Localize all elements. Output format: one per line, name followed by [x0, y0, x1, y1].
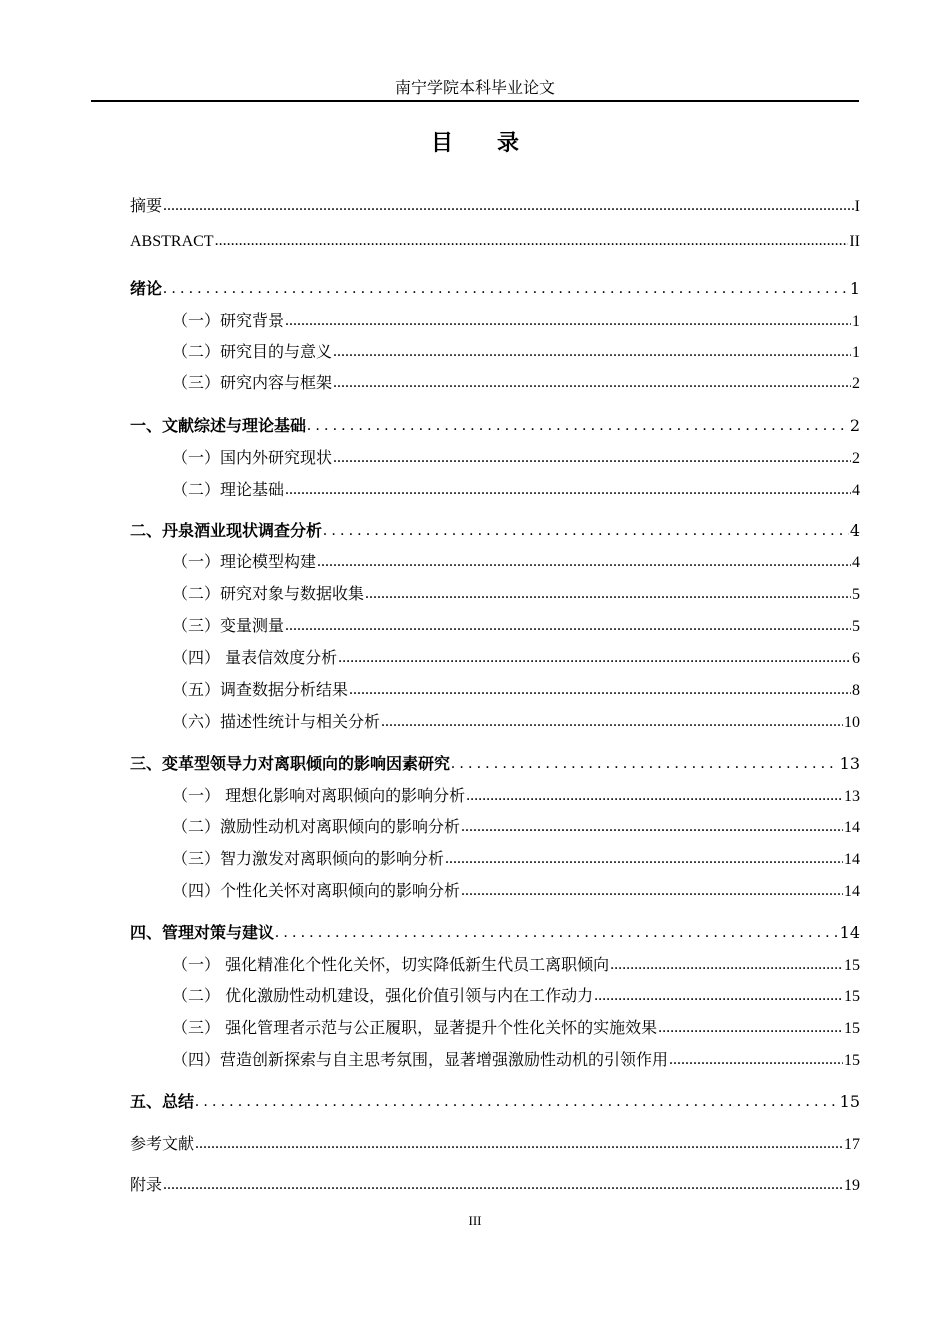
toc-entry-label: （二）理论基础 [172, 480, 285, 499]
dot-leader [381, 713, 843, 731]
toc-entry[interactable] [130, 983, 860, 1005]
toc-entry-label: （六）描述性统计与相关分析 [172, 712, 381, 731]
toc-entry-label: （三）智力激发对离职倾向的影响分析 [172, 849, 445, 868]
toc-entry-label: （四） 量表信效度分析 [172, 648, 338, 667]
toc-entry-page: 14 [844, 883, 860, 900]
dot-leader [195, 1135, 843, 1153]
toc-entry-page: II [849, 233, 860, 250]
toc-entry-page: 15 [839, 1092, 860, 1111]
toc-entry-label: 摘要 [130, 196, 163, 215]
toc-entry-label: （一） 强化精准化个性化关怀，切实降低新生代员工离职倾向 [172, 955, 610, 974]
toc-entry-label: （五）调查数据分析结果 [172, 680, 349, 699]
dot-leader [163, 280, 849, 298]
toc-entry[interactable] [130, 477, 860, 499]
toc-entry-label: （二）研究目的与意义 [172, 342, 333, 361]
toc-entry[interactable] [130, 308, 860, 330]
toc-entry[interactable] [130, 233, 860, 255]
toc-entry-page: 1 [849, 279, 860, 298]
toc-entry[interactable] [130, 709, 860, 731]
dot-leader [365, 585, 851, 603]
dot-leader [163, 1176, 843, 1194]
toc-entry-page: 14 [839, 923, 860, 942]
toc-entry[interactable] [130, 276, 860, 298]
toc-entry-label: （三）研究内容与框架 [172, 373, 333, 392]
dot-leader [163, 197, 854, 215]
toc-entry-page: 14 [844, 819, 860, 836]
toc-entry-page: 14 [844, 851, 860, 868]
toc-entry[interactable] [130, 677, 860, 699]
toc-title: 目录 [430, 131, 563, 156]
dot-leader [323, 522, 849, 540]
toc-entry-page: 13 [844, 788, 860, 805]
dot-leader [333, 449, 851, 467]
dot-leader [445, 850, 843, 868]
dot-leader [338, 649, 851, 667]
toc-entry-page: 5 [852, 586, 860, 603]
toc-entry[interactable] [130, 581, 860, 603]
table-of-contents [130, 0, 860, 1250]
toc-entry-label: 五、总结 [130, 1092, 195, 1111]
toc-entry[interactable] [130, 814, 860, 836]
dot-leader [333, 374, 851, 392]
toc-entry[interactable] [130, 783, 860, 805]
toc-entry[interactable] [130, 846, 860, 868]
toc-entry-label: ABSTRACT [130, 233, 214, 250]
running-header-title: 南宁学院本科毕业论文 [394, 78, 555, 97]
toc-entry[interactable] [130, 1047, 860, 1069]
toc-entry-label: （一）研究背景 [172, 311, 285, 330]
toc-entry-page: 5 [852, 618, 860, 635]
dot-leader [285, 481, 851, 499]
toc-entry[interactable] [130, 445, 860, 467]
toc-entry-page: 8 [852, 682, 860, 699]
dot-leader [461, 882, 843, 900]
dot-leader [461, 818, 843, 836]
toc-entry-page: 2 [852, 450, 860, 467]
toc-entry-label: 一、文献综述与理论基础 [130, 416, 307, 435]
toc-entry[interactable] [130, 193, 860, 215]
dot-leader [610, 956, 843, 974]
toc-entry-page: 13 [839, 754, 860, 773]
toc-entry-page: 4 [852, 482, 860, 499]
toc-entry-label: （一）国内外研究现状 [172, 448, 333, 467]
toc-entry-label: （二）激励性动机对离职倾向的影响分析 [172, 817, 461, 836]
toc-entry[interactable] [130, 751, 860, 773]
dot-leader [307, 417, 849, 435]
dot-leader [669, 1051, 843, 1069]
toc-entry-page: 2 [852, 375, 860, 392]
toc-entry-page: 4 [852, 554, 860, 571]
dot-leader [275, 924, 839, 942]
dot-leader [658, 1019, 843, 1037]
toc-entry-page: 15 [844, 957, 860, 974]
page-number: III [468, 1213, 482, 1228]
toc-entry[interactable] [130, 1015, 860, 1037]
toc-entry-label: 三、变革型领导力对离职倾向的影响因素研究 [130, 754, 451, 773]
dot-leader [195, 1093, 839, 1111]
toc-entry[interactable] [130, 370, 860, 392]
toc-entry[interactable] [130, 613, 860, 635]
dot-leader [215, 232, 849, 250]
toc-entry-label: （一）理论模型构建 [172, 552, 317, 571]
toc-entry-label: （四）营造创新探索与自主思考氛围，显著增强激励性动机的引领作用 [172, 1050, 669, 1069]
toc-entry-label: 二、丹泉酒业现状调查分析 [130, 521, 323, 540]
toc-entry-label: （三） 强化管理者示范与公正履职，显著提升个性化关怀的实施效果 [172, 1018, 658, 1037]
dot-leader [594, 987, 843, 1005]
toc-entry[interactable] [130, 952, 860, 974]
dot-leader [349, 681, 851, 699]
toc-entry[interactable] [130, 1172, 860, 1194]
toc-entry-label: 参考文献 [130, 1134, 195, 1153]
toc-entry-page: 15 [844, 988, 860, 1005]
toc-entry[interactable] [130, 339, 860, 361]
toc-entry[interactable] [130, 413, 860, 435]
dot-leader [317, 553, 851, 571]
toc-entry[interactable] [130, 645, 860, 667]
toc-entry-page: 10 [844, 714, 860, 731]
toc-entry[interactable] [130, 1089, 860, 1111]
dot-leader [333, 343, 851, 361]
toc-entry-page: 1 [852, 313, 860, 330]
toc-entry[interactable] [130, 878, 860, 900]
toc-entry-page: 4 [849, 521, 860, 540]
toc-entry[interactable] [130, 518, 860, 540]
toc-entry-page: 2 [849, 416, 860, 435]
toc-entry-page: 6 [852, 650, 860, 667]
toc-entry-page: 17 [844, 1136, 860, 1153]
toc-entry-label: （二） 优化激励性动机建设，强化价值引领与内在工作动力 [172, 986, 594, 1005]
toc-entry-page: 15 [844, 1020, 860, 1037]
toc-entry-label: （三）变量测量 [172, 616, 285, 635]
toc-entry[interactable] [130, 920, 860, 942]
toc-entry[interactable] [130, 1131, 860, 1153]
toc-entry-page: 15 [844, 1052, 860, 1069]
toc-entry-label: （一） 理想化影响对离职倾向的影响分析 [172, 786, 466, 805]
toc-entry-label: 附录 [130, 1175, 163, 1194]
dot-leader [466, 787, 843, 805]
toc-entry[interactable] [130, 549, 860, 571]
dot-leader [451, 755, 839, 773]
toc-entry-label: 绪论 [130, 279, 163, 298]
dot-leader [285, 312, 851, 330]
dot-leader [285, 617, 851, 635]
toc-entry-page: I [854, 198, 860, 215]
toc-entry-label: 四、管理对策与建议 [130, 923, 275, 942]
toc-entry-page: 19 [844, 1177, 860, 1194]
toc-entry-label: （四）个性化关怀对离职倾向的影响分析 [172, 881, 461, 900]
toc-entry-label: （二）研究对象与数据收集 [172, 584, 365, 603]
toc-entry-page: 1 [852, 344, 860, 361]
